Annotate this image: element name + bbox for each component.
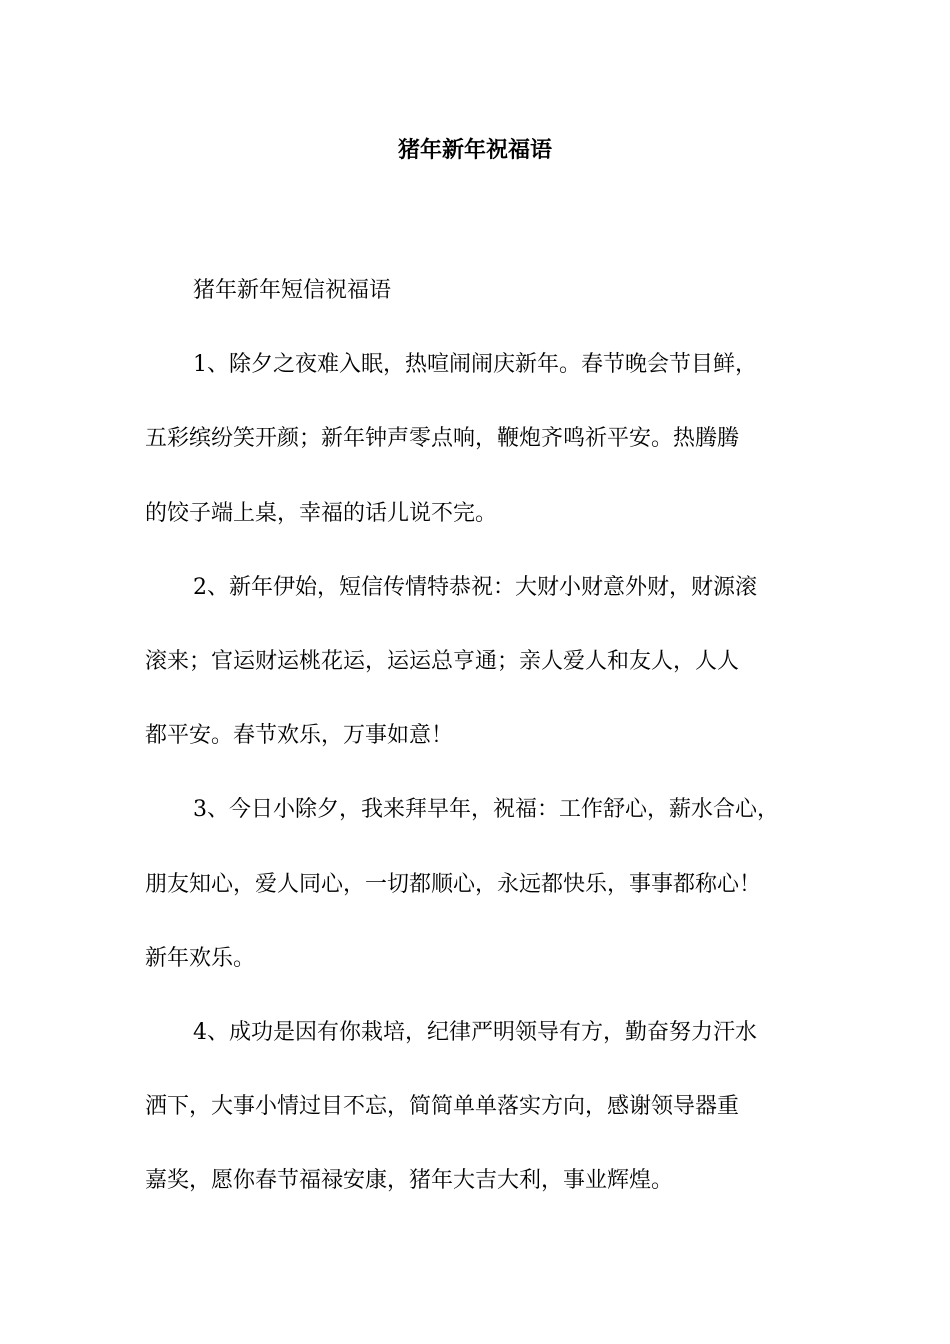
line: 3、今日小除夕，我来拜早年，祝福：工作舒心，薪水合心， bbox=[193, 797, 779, 823]
line: 2、新年伊始，短信传情特恭祝：大财小财意外财，财源滚 bbox=[193, 574, 757, 600]
line: 五彩缤纷笑开颜；新年钟声零点响，鞭炮齐鸣祈平安。热腾腾 bbox=[145, 426, 740, 452]
subtitle-paragraph bbox=[145, 254, 825, 328]
line: 1、除夕之夜难入眠，热喧闹闹庆新年。春节晚会节目鲜， bbox=[193, 352, 757, 378]
line: 的饺子端上桌，幸福的话儿说不完。 bbox=[145, 500, 498, 526]
document-body bbox=[145, 254, 825, 1219]
line: 滚来；官运财运桃花运，运运总亨通；亲人爱人和友人，人人 bbox=[145, 649, 740, 675]
blessing-paragraph-2 bbox=[145, 551, 825, 774]
blessing-paragraph-1 bbox=[145, 328, 825, 551]
blessing-paragraph-3 bbox=[145, 773, 825, 996]
blessing-paragraph-4 bbox=[145, 996, 825, 1219]
line: 都平安。春节欢乐，万事如意！ bbox=[145, 723, 454, 749]
line: 新年欢乐。 bbox=[145, 945, 256, 971]
document-title: 猪年新年祝福语 bbox=[397, 138, 552, 163]
line: 4、成功是因有你栽培，纪律严明领导有方，勤奋努力汗水 bbox=[193, 1020, 757, 1046]
subtitle-text: 猪年新年短信祝福语 bbox=[193, 278, 392, 303]
line: 朋友知心，爱人同心，一切都顺心，永远都快乐，事事都称心！ bbox=[145, 871, 762, 897]
line: 嘉奖，愿你春节福禄安康，猪年大吉大利，事业辉煌。 bbox=[145, 1168, 674, 1194]
line: 洒下，大事小情过目不忘，简简单单落实方向，感谢领导器重 bbox=[145, 1094, 740, 1120]
